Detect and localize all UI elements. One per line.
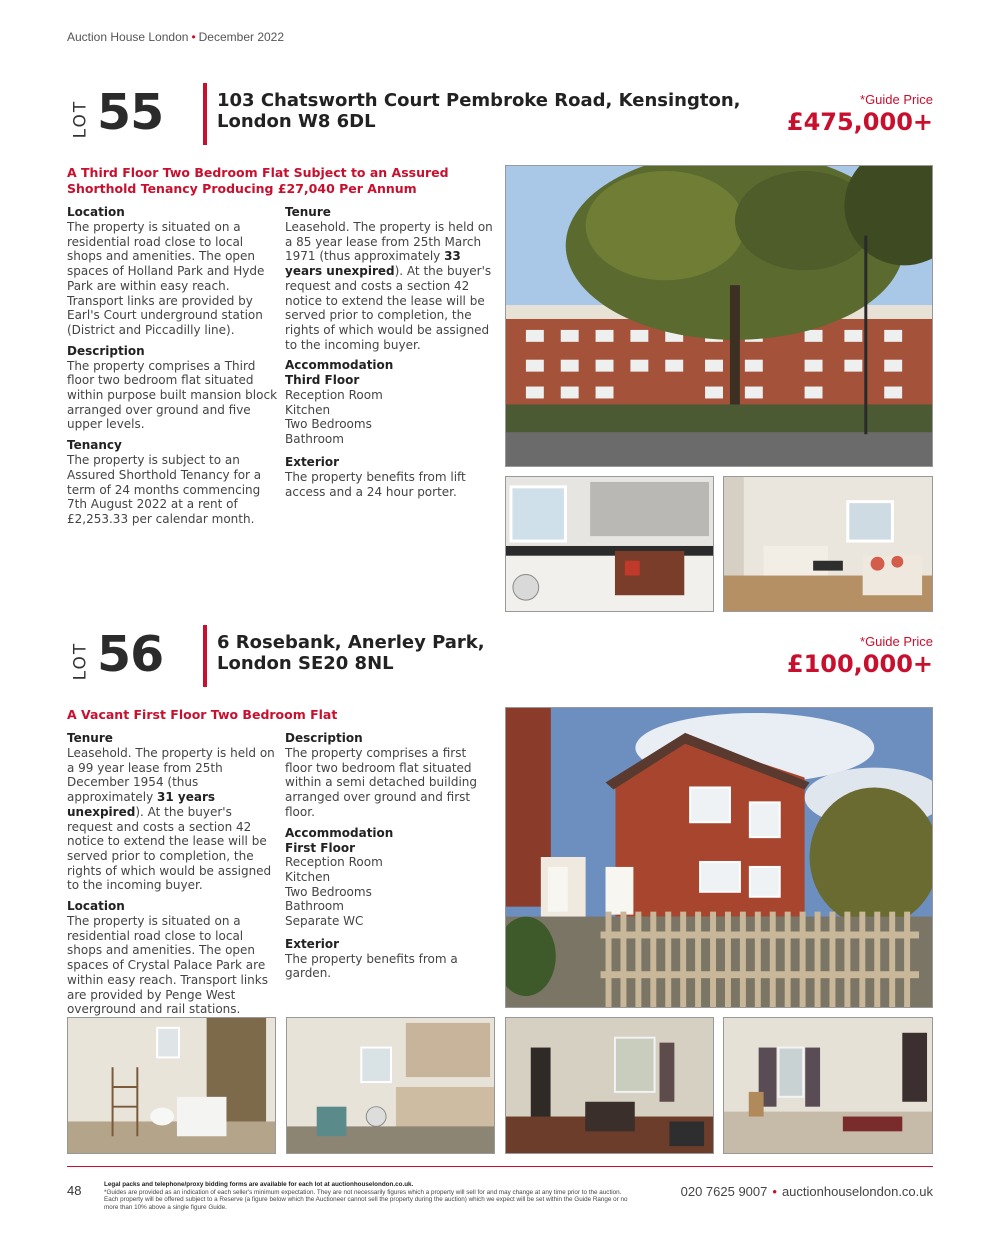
address-line-2: London SE20 8NL	[217, 653, 394, 674]
room-item: Bathroom	[285, 432, 344, 447]
page-header	[67, 30, 284, 44]
exterior-heading: Exterior	[285, 454, 340, 469]
tenure-text: Leasehold. The property is held on a 99 year lease from 25th December 1954 (thus approximately 31 years unexpired). At the buyer's request and costs a section 42 notice to extend the lease will be served prior to completion, the rights of which would be assigned to the incoming buyer.	[67, 746, 275, 893]
room-item: Two Bedrooms	[285, 417, 372, 432]
issue-date: December 2022	[198, 30, 285, 44]
phone-number: 020 7625 9007	[680, 1184, 768, 1199]
legal-notice	[104, 1181, 634, 1211]
footer-contact	[681, 1184, 933, 1199]
tenure-text: Leasehold. The property is held on a 85 year lease from 25th March 1971 (thus approximately 33 years unexpired). At the buyer's request and costs a section 42 notice to extend the lease will be served prior to completion, the rights of which would be assigned to the incoming buyer.	[285, 220, 493, 352]
website-link[interactable]: auctionhouselondon.co.uk	[781, 1184, 933, 1199]
subtitle-line-1: A Third Floor Two Bedroom Flat Subject to an Assured	[67, 165, 449, 180]
room-item: Kitchen	[285, 869, 331, 884]
house-exterior-photo	[505, 707, 933, 1008]
room-item: Kitchen	[285, 402, 331, 417]
room-item: Two Bedrooms	[285, 884, 372, 899]
exterior-text: The property benefits from lift access and a 24 hour porter.	[285, 469, 466, 499]
lot-address	[217, 90, 741, 132]
lot-left-column	[67, 205, 279, 533]
bathroom-photo	[67, 1017, 276, 1154]
separator-dot: •	[772, 1184, 777, 1199]
lot-left-column	[67, 731, 279, 1023]
room-item: Reception Room	[285, 388, 383, 403]
description-text: The property comprises a first floor two bedroom flat situated within a semi detached building arranged over ground and first floor.	[285, 746, 477, 819]
address-line-1: 103 Chatsworth Court Pembroke Road, Kensington,	[217, 90, 741, 111]
location-heading: Location	[67, 205, 125, 219]
separator-dot: •	[191, 30, 196, 44]
location-text: The property is situated on a residential road close to local shops and amenities. The open spaces of Holland Park and Hyde Park are within easy reach. Transport links are provided by Earl's Court underground station (District and Piccadilly line).	[67, 220, 265, 337]
exterior-text: The property benefits from a garden.	[285, 951, 458, 981]
exterior-heading: Exterior	[285, 936, 340, 951]
tenancy-text: The property is subject to an Assured Shorthold Tenancy for a term of 24 months commencing 7th August 2022 at a rent of £2,253.33 per calendar month.	[67, 453, 262, 526]
guide-price: £100,000+	[786, 650, 933, 678]
lot-label: LOT	[70, 99, 91, 139]
lot-number: 56	[97, 626, 164, 683]
bedroom-photo	[505, 1017, 714, 1154]
description-heading: Description	[67, 343, 145, 358]
publisher-name: Auction House London	[67, 30, 189, 44]
lot-label: LOT	[70, 641, 91, 681]
location-heading: Location	[67, 899, 125, 914]
page-number: 48	[67, 1183, 82, 1198]
living-room-photo	[723, 476, 933, 612]
guide-price: £475,000+	[786, 108, 933, 136]
bedroom-2-photo	[723, 1017, 933, 1154]
lot-divider	[203, 83, 207, 145]
lot-number: 55	[97, 84, 164, 141]
accommodation-floor: First Floor	[285, 840, 356, 855]
lot-subtitle	[67, 165, 449, 197]
footer-rule	[67, 1166, 933, 1167]
guide-price-label: *Guide Price	[860, 634, 933, 649]
tenure-heading: Tenure	[67, 731, 113, 745]
kitchen-photo	[505, 476, 714, 612]
tenure-heading: Tenure	[285, 205, 331, 219]
accommodation-heading: Accommodation	[285, 825, 394, 840]
building-exterior-photo	[505, 165, 933, 467]
description-heading: Description	[285, 731, 363, 745]
lot-right-column	[285, 731, 497, 987]
legal-line-1: Legal packs and telephone/proxy bidding forms are available for each lot at auctionhouselondon.co.uk.	[104, 1181, 414, 1188]
location-text: The property is situated on a residential road close to local shops and amenities. The open spaces of Crystal Palace Park are within easy reach. Transport links are provided by Penge West overground and rail stations.	[67, 914, 268, 1017]
lot-right-column	[285, 205, 497, 505]
lot-address	[217, 632, 485, 674]
address-line-2: London W8 6DL	[217, 111, 376, 132]
lot-divider	[203, 625, 207, 687]
tenancy-heading: Tenancy	[67, 438, 122, 453]
kitchen-2-photo	[286, 1017, 495, 1154]
room-item: Bathroom	[285, 899, 344, 914]
accommodation-floor: Third Floor	[285, 373, 360, 388]
room-item: Separate WC	[285, 914, 364, 929]
accommodation-heading: Accommodation	[285, 358, 394, 373]
subtitle-line-2: Shorthold Tenancy Producing £27,040 Per Annum	[67, 181, 417, 196]
legal-line-2: *Guides are provided as an indication of each seller's minimum expectation. They are not necessarily figures which a property will sell for and may change at any time prior to the auction. Each property will be offered subject to a Reserve (a figure below which the Auctioneer cannot sell the property during the auction) which we expect will be set within the Guide Range or no more than 10% above a single figure Guide.	[104, 1188, 628, 1211]
guide-price-label: *Guide Price	[860, 92, 933, 107]
room-item: Reception Room	[285, 855, 383, 870]
description-text: The property comprises a Third floor two bedroom flat situated within purpose built mansion block arranged over ground and five upper levels.	[67, 358, 278, 432]
lot-subtitle: A Vacant First Floor Two Bedroom Flat	[67, 707, 338, 722]
address-line-1: 6 Rosebank, Anerley Park,	[217, 632, 485, 653]
